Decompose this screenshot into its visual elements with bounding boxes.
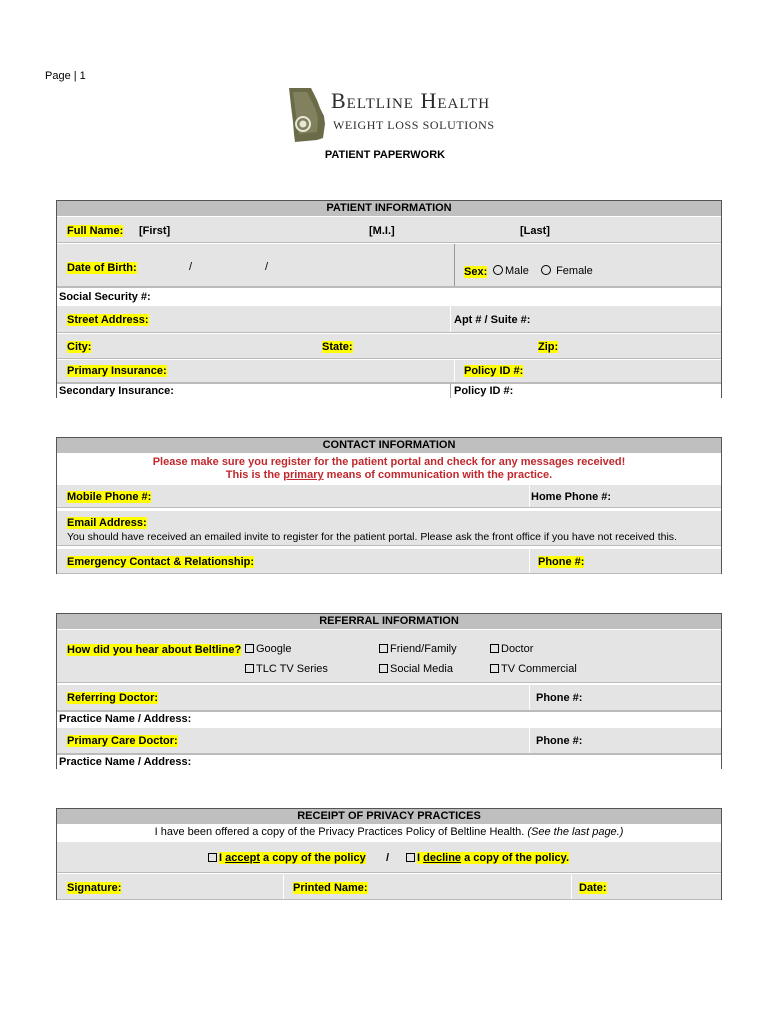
accept-policy-option[interactable]: I accept a copy of the policy [208, 852, 366, 864]
section-header: CONTACT INFORMATION [57, 438, 721, 454]
sex-female-option[interactable]: Female [541, 265, 593, 277]
logo-title: Beltline Health [331, 88, 491, 113]
referring-phone-label: Phone #: [536, 692, 583, 704]
ssn-row [57, 287, 721, 305]
primary-care-doctor-label: Primary Care Doctor: [67, 735, 178, 747]
divider [529, 485, 530, 507]
ssn-label: Social Security #: [59, 291, 151, 303]
section-header: REFERRAL INFORMATION [57, 614, 721, 630]
divider [454, 244, 455, 286]
checkbox-icon[interactable] [406, 853, 415, 862]
practice-row-1 [57, 711, 721, 727]
radio-icon[interactable] [541, 265, 551, 275]
sex-male-option[interactable]: Male [493, 265, 529, 277]
first-name-field[interactable]: [First] [139, 225, 171, 237]
city-state-zip-row [57, 333, 721, 359]
email-note: You should have received an emailed invite to register for the patient portal. Please ask the front office if you have not received this. [67, 531, 677, 543]
street-address-label: Street Address: [67, 314, 149, 326]
logo-subtitle: WEIGHT LOSS SOLUTIONS [333, 118, 495, 132]
document-title: PATIENT PAPERWORK [324, 149, 446, 161]
option-social-media[interactable]: Social Media [379, 663, 453, 675]
portal-notice-line2: This is the primary means of communication with the practice. [225, 469, 553, 481]
portal-notice [57, 453, 721, 484]
divider [529, 549, 530, 573]
section-header: PATIENT INFORMATION [57, 201, 721, 217]
emergency-contact-label: Emergency Contact & Relationship: [67, 556, 255, 568]
georgia-map-logo-icon [287, 86, 327, 144]
emergency-contact-row [57, 548, 721, 574]
option-doctor[interactable]: Doctor [490, 643, 533, 655]
divider [283, 874, 284, 899]
emergency-phone-label: Phone #: [538, 556, 585, 568]
option-tv-commercial[interactable]: TV Commercial [490, 663, 577, 675]
privacy-statement-row [57, 824, 721, 841]
policy-id-label-2: Policy ID #: [454, 385, 514, 397]
city-label: City: [67, 341, 92, 353]
checkbox-icon[interactable] [490, 664, 499, 673]
checkbox-icon[interactable] [490, 644, 499, 653]
referral-source-row [57, 629, 721, 683]
sex-label: Sex: [464, 266, 488, 278]
mobile-phone-label: Mobile Phone #: [67, 491, 152, 503]
date-label: Date: [579, 882, 607, 894]
divider [450, 384, 451, 398]
divider [450, 306, 451, 332]
email-row [57, 510, 721, 546]
option-google[interactable]: Google [245, 643, 291, 655]
primary-insurance-row [57, 359, 721, 383]
full-name-row [57, 216, 721, 243]
last-name-field[interactable]: [Last] [520, 225, 550, 237]
signature-label: Signature: [67, 882, 122, 894]
zip-label: Zip: [538, 341, 559, 353]
apt-suite-label: Apt # / Suite #: [454, 314, 531, 326]
primary-care-row [57, 727, 721, 754]
referral-information-section [56, 613, 722, 769]
radio-icon[interactable] [493, 265, 503, 275]
referral-question-label: How did you hear about Beltline? [67, 644, 242, 656]
secondary-insurance-row [57, 383, 721, 398]
checkbox-icon[interactable] [245, 664, 254, 673]
dob-slash-2: / [265, 261, 269, 273]
divider [529, 685, 530, 710]
patient-information-section [56, 200, 722, 398]
signature-row [57, 873, 721, 900]
primary-insurance-label: Primary Insurance: [67, 365, 167, 377]
divider [571, 874, 572, 899]
dob-slash-1: / [189, 261, 193, 273]
secondary-insurance-label: Secondary Insurance: [59, 385, 174, 397]
checkbox-icon[interactable] [379, 644, 388, 653]
checkbox-icon[interactable] [208, 853, 217, 862]
printed-name-label: Printed Name: [293, 882, 368, 894]
divider [529, 728, 530, 753]
referring-doctor-row [57, 684, 721, 711]
section-header: RECEIPT OF PRIVACY PRACTICES [57, 809, 721, 825]
logo [287, 86, 497, 144]
middle-initial-field[interactable]: [M.I.] [369, 225, 395, 237]
primary-care-phone-label: Phone #: [536, 735, 583, 747]
street-address-row [57, 305, 721, 333]
dob-sex-row [57, 243, 721, 287]
full-name-label: Full Name: [67, 225, 124, 237]
option-friend-family[interactable]: Friend/Family [379, 643, 457, 655]
policy-id-label-1: Policy ID #: [464, 365, 524, 377]
divider [454, 360, 455, 382]
privacy-statement: I have been offered a copy of the Privacy Practices Policy of Beltline Health. (See the last page.) [154, 826, 624, 838]
checkbox-icon[interactable] [379, 664, 388, 673]
choice-separator: / [386, 852, 390, 864]
state-label: State: [322, 341, 353, 353]
home-phone-label: Home Phone #: [531, 491, 612, 503]
decline-policy-option[interactable]: I decline a copy of the policy. [406, 852, 569, 864]
portal-notice-line1: Please make sure you register for the patient portal and check for any messages received! [152, 456, 626, 468]
privacy-practices-section [56, 808, 722, 900]
phone-row [57, 484, 721, 508]
option-tlc-tv-series[interactable]: TLC TV Series [245, 663, 328, 675]
practice-row-2 [57, 754, 721, 769]
page-number: Page | 1 [45, 70, 86, 82]
practice-address-label-2: Practice Name / Address: [59, 756, 192, 768]
email-label: Email Address: [67, 517, 147, 529]
dob-label: Date of Birth: [67, 262, 137, 274]
policy-choice-row [57, 841, 721, 873]
contact-information-section [56, 437, 722, 574]
practice-address-label-1: Practice Name / Address: [59, 713, 192, 725]
checkbox-icon[interactable] [245, 644, 254, 653]
referring-doctor-label: Referring Doctor: [67, 692, 159, 704]
